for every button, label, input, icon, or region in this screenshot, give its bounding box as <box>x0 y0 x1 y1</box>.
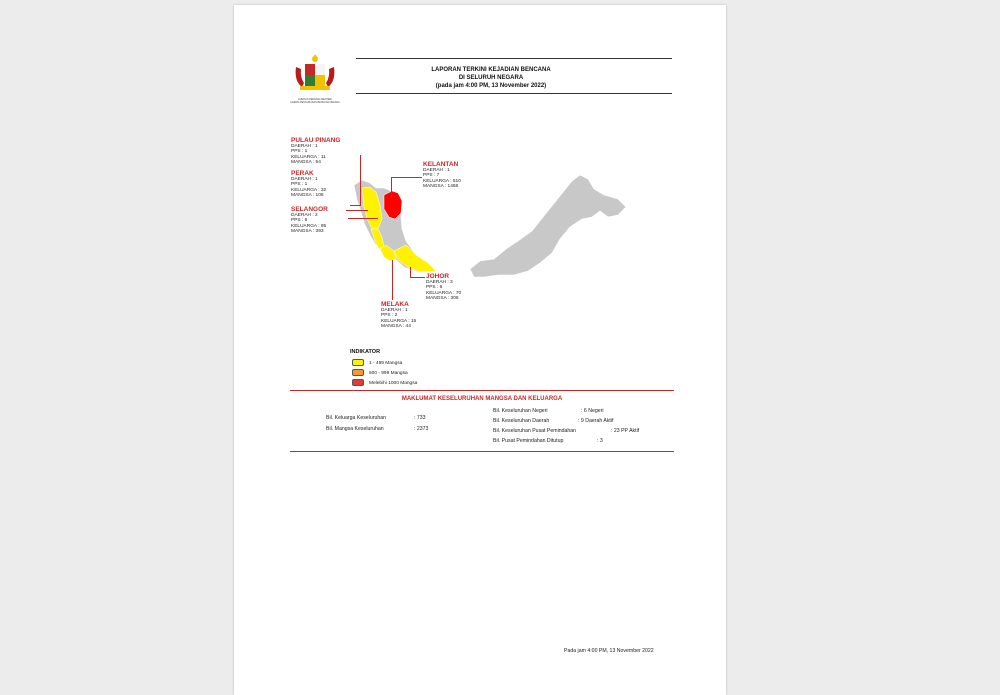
state-info-melaka: DAERAH : 1 PPS : 2 KELUARGA : 15 MANGSA : 44 <box>381 308 417 330</box>
legend-item-mid: 500 - 999 Mangsa <box>352 369 408 376</box>
leader-selangor <box>348 218 378 219</box>
title-line-2: DI SELURUH NEGARA <box>458 75 524 81</box>
legend-title: INDIKATOR <box>350 349 381 355</box>
state-name-melaka: MELAKA <box>381 301 409 308</box>
state-info-johor: DAERAH : 3 PPS : 6 KELUARGA : 70 MANGSA : 306 <box>426 280 462 302</box>
legend-swatch-yellow <box>352 359 364 366</box>
title-line-3: (pada jam 4:00 PM, 13 November 2022) <box>435 83 547 89</box>
state-name-selangor: SELANGOR <box>291 206 328 213</box>
emblem-caption-2: AGENSI PENGURUSAN BENCANA NEGARA <box>290 101 340 104</box>
leader-kelantan <box>391 177 422 198</box>
state-info-kelantan: DAERAH : 1 PPS : 7 KELUARGA : 510 MANGSA : 1468 <box>423 168 461 190</box>
summary-title: MAKLUMAT KESELURUHAN MANGSA DAN KELUARGA <box>401 396 563 402</box>
legend-swatch-red <box>352 379 364 386</box>
summary-right-row-4: Bil. Pusat Pemindahan Ditutup : 3 <box>493 438 603 444</box>
leader-pulau-pinang <box>350 155 361 206</box>
summary-rule-bottom <box>290 451 674 452</box>
state-info-pulau-pinang: DAERAH : 1 PPS : 1 KELUARGA : 11 MANGSA : 54 <box>291 144 326 166</box>
legend-swatch-orange <box>352 369 364 376</box>
leader-johor <box>410 267 425 278</box>
state-name-johor: JOHOR <box>426 273 450 280</box>
legend-item-high: Melebihi 1000 Mangsa <box>352 379 417 386</box>
leader-melaka <box>392 260 393 300</box>
report-page <box>234 5 726 695</box>
state-info-perak: DAERAH : 1 PPS : 1 KELUARGA : 32 MANGSA : 106 <box>291 177 327 199</box>
summary-right-row-3: Bil. Keseluruhan Pusat Pemindahan : 23 PP Aktif <box>493 428 640 434</box>
emblem-caption-1: JABATAN PERDANA MENTERI <box>298 98 332 101</box>
summary-rule-top <box>290 390 674 391</box>
state-info-selangor: DAERAH : 2 PPS : 6 KELUARGA : 95 MANGSA : 393 <box>291 213 327 235</box>
leader-perak <box>346 210 368 211</box>
summary-right-row-1: Bil. Keseluruhan Negeri : 6 Negeri <box>493 408 604 414</box>
state-name-kelantan: KELANTAN <box>423 161 459 168</box>
summary-right-row-2: Bil. Keseluruhan Daerah : 9 Daerah Aktif <box>493 418 614 424</box>
summary-left-row-1: Bil. Keluarga Keseluruhan : 733 <box>326 415 426 421</box>
state-name-pulau-pinang: PULAU PINANG <box>291 137 341 144</box>
summary-left-row-2: Bil. Mangsa Keseluruhan : 2373 <box>326 426 429 432</box>
borneo-shape <box>470 175 626 277</box>
title-line-1: LAPORAN TERKINI KEJADIAN BENCANA <box>431 67 551 73</box>
state-name-perak: PERAK <box>291 170 314 177</box>
footer-timestamp: Pada jam 4:00 PM, 13 November 2022 <box>564 648 654 654</box>
legend-item-low: 1 - 499 Mangsa <box>352 359 402 366</box>
